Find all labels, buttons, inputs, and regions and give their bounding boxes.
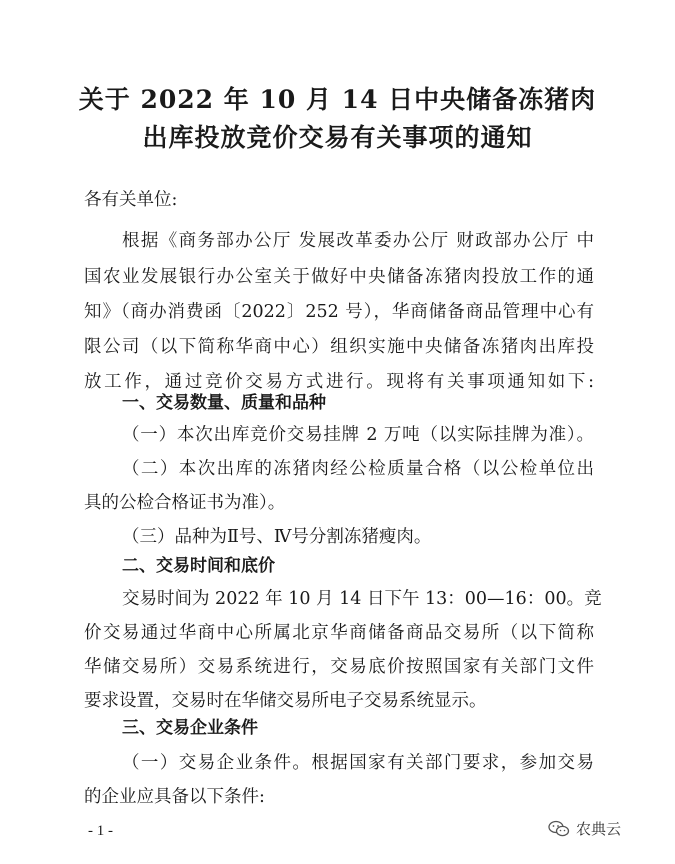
- section-heading-2: 二、交易时间和底价: [122, 556, 275, 576]
- paragraph-3-line-1: （一）交易企业条件。根据国家有关部门要求，参加交易: [122, 753, 594, 773]
- section-1-item-2-line-2: 具的公检合格证书为准）。: [84, 493, 286, 513]
- section-heading-1: 一、交易数量、质量和品种: [122, 393, 326, 413]
- document-title-line-2: 出库投放竞价交易有关事项的通知: [142, 123, 533, 152]
- paragraph-1-line-3: 知》（商办消费函〔2022〕252 号），华商储备商品管理中心有: [84, 302, 594, 322]
- paragraph-2-line-1: 交易时间为 2022 年 10 月 14 日下午 13：00—16：00。竞: [122, 589, 602, 609]
- section-heading-3: 三、交易企业条件: [122, 718, 258, 738]
- page-number: - 1 -: [88, 823, 113, 839]
- paragraph-2-line-4: 要求设置，交易时在华储交易所电子交易系统显示。: [84, 691, 487, 711]
- wechat-icon: [548, 820, 570, 838]
- section-1-item-3: （三）品种为Ⅱ号、Ⅳ号分割冻猪瘦肉。: [122, 527, 432, 547]
- section-1-item-2-line-1: （二）本次出库的冻猪肉经公检质量合格（以公检单位出: [122, 459, 594, 479]
- paragraph-3-line-2: 的企业应具备以下条件:: [84, 787, 265, 807]
- paragraph-1-line-4: 限公司（以下简称华商中心）组织实施中央储备冻猪肉出库投: [84, 337, 594, 357]
- paragraph-2-line-2: 价交易通过华商中心所属北京华商储备商品交易所（以下简称: [84, 623, 594, 643]
- watermark: [548, 818, 621, 839]
- watermark-text: 农典云: [576, 820, 622, 838]
- salutation: 各有关单位:: [84, 190, 178, 210]
- paragraph-1-line-5: 放工作，通过竞价交易方式进行。现将有关事项通知如下:: [84, 372, 594, 392]
- section-1-item-1: （一）本次出库竞价交易挂牌 2 万吨（以实际挂牌为准）。: [122, 425, 594, 445]
- paragraph-1-line-2: 国农业发展银行办公室关于做好中央储备冻猪肉投放工作的通: [84, 267, 594, 287]
- document-title-line-1: 关于 2022 年 10 月 14 日中央储备冻猪肉: [78, 85, 597, 114]
- paragraph-1-line-1: 根据《商务部办公厅 发展改革委办公厅 财政部办公厅 中: [122, 231, 594, 251]
- paragraph-2-line-3: 华储交易所）交易系统进行，交易底价按照国家有关部门文件: [84, 657, 594, 677]
